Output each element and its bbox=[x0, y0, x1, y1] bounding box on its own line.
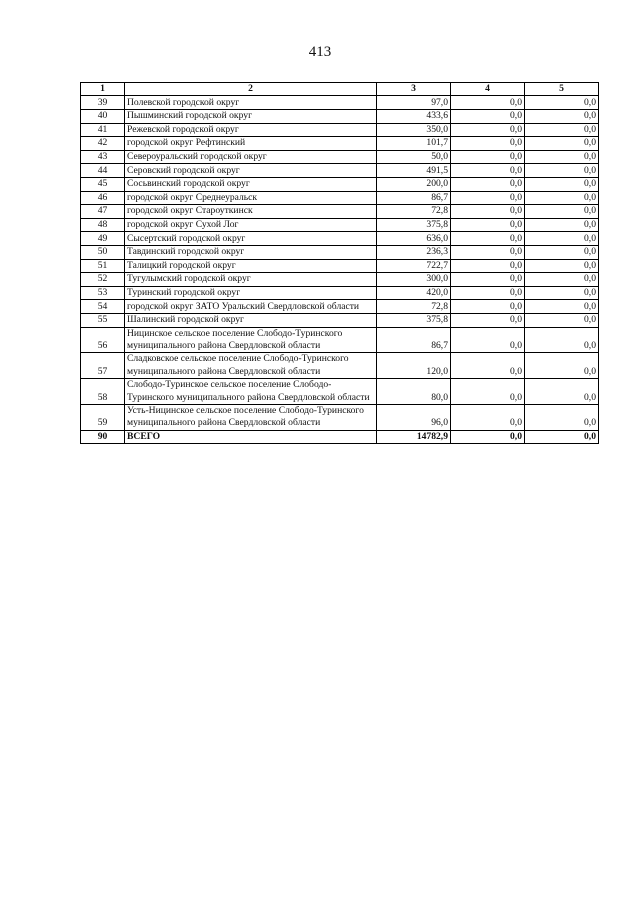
row-value-col5: 0,0 bbox=[525, 353, 599, 379]
row-value-col5: 0,0 bbox=[525, 191, 599, 205]
row-municipality-name: Талицкий городской округ bbox=[125, 259, 377, 273]
row-municipality-name: Усть-Ницинское сельское поселение Слободо-Туринского муниципального района Свердловской области bbox=[125, 404, 377, 430]
row-number: 52 bbox=[81, 273, 125, 287]
header-col-4: 4 bbox=[451, 83, 525, 96]
row-value-col5: 0,0 bbox=[525, 218, 599, 232]
row-municipality-name: городской округ Рефтинский bbox=[125, 137, 377, 151]
row-value-col5: 0,0 bbox=[525, 245, 599, 259]
row-value-col4: 0,0 bbox=[451, 150, 525, 164]
row-value-col4: 0,0 bbox=[451, 164, 525, 178]
table-row bbox=[81, 164, 599, 178]
table-row bbox=[81, 353, 599, 379]
row-value-col5: 0,0 bbox=[525, 273, 599, 287]
page-number: 413 bbox=[308, 44, 332, 60]
total-number: 90 bbox=[81, 430, 125, 444]
row-value-col3: 636,0 bbox=[377, 232, 451, 246]
row-value-col3: 120,0 bbox=[377, 353, 451, 379]
row-value-col4: 0,0 bbox=[451, 96, 525, 110]
row-value-col3: 97,0 bbox=[377, 96, 451, 110]
row-number: 42 bbox=[81, 137, 125, 151]
table-row bbox=[81, 191, 599, 205]
row-value-col5: 0,0 bbox=[525, 164, 599, 178]
table-row bbox=[81, 404, 599, 430]
table-row bbox=[81, 96, 599, 110]
row-value-col4: 0,0 bbox=[451, 177, 525, 191]
row-municipality-name: городской округ Среднеуральск bbox=[125, 191, 377, 205]
row-municipality-name: городской округ ЗАТО Уральский Свердловской области bbox=[125, 300, 377, 314]
row-number: 51 bbox=[81, 259, 125, 273]
row-municipality-name: Ницинское сельское поселение Слободо-Туринского муниципального района Свердловской области bbox=[125, 327, 377, 353]
row-value-col5: 0,0 bbox=[525, 110, 599, 124]
row-number: 45 bbox=[81, 177, 125, 191]
row-value-col3: 350,0 bbox=[377, 123, 451, 137]
row-value-col3: 72,8 bbox=[377, 205, 451, 219]
row-value-col5: 0,0 bbox=[525, 205, 599, 219]
row-value-col3: 491,5 bbox=[377, 164, 451, 178]
row-value-col3: 86,7 bbox=[377, 327, 451, 353]
row-value-col5: 0,0 bbox=[525, 313, 599, 327]
row-municipality-name: Североуральский городской округ bbox=[125, 150, 377, 164]
row-value-col4: 0,0 bbox=[451, 327, 525, 353]
row-number: 56 bbox=[81, 327, 125, 353]
table-row bbox=[81, 177, 599, 191]
total-label: ВСЕГО bbox=[125, 430, 377, 444]
row-municipality-name: Серовский городской округ bbox=[125, 164, 377, 178]
row-value-col4: 0,0 bbox=[451, 232, 525, 246]
table-row bbox=[81, 327, 599, 353]
row-value-col4: 0,0 bbox=[451, 205, 525, 219]
row-value-col3: 101,7 bbox=[377, 137, 451, 151]
row-municipality-name: Режевской городской округ bbox=[125, 123, 377, 137]
row-number: 53 bbox=[81, 286, 125, 300]
header-col-1: 1 bbox=[81, 83, 125, 96]
row-value-col3: 50,0 bbox=[377, 150, 451, 164]
row-value-col3: 375,8 bbox=[377, 218, 451, 232]
row-municipality-name: Тавдинский городской округ bbox=[125, 245, 377, 259]
row-municipality-name: Шалинский городской округ bbox=[125, 313, 377, 327]
row-value-col3: 300,0 bbox=[377, 273, 451, 287]
row-value-col3: 420,0 bbox=[377, 286, 451, 300]
row-value-col5: 0,0 bbox=[525, 259, 599, 273]
row-number: 48 bbox=[81, 218, 125, 232]
table-header-row bbox=[81, 83, 599, 96]
row-value-col4: 0,0 bbox=[451, 110, 525, 124]
row-number: 39 bbox=[81, 96, 125, 110]
table-row bbox=[81, 286, 599, 300]
header-col-5: 5 bbox=[525, 83, 599, 96]
row-value-col4: 0,0 bbox=[451, 273, 525, 287]
header-col-2: 2 bbox=[125, 83, 377, 96]
row-value-col3: 200,0 bbox=[377, 177, 451, 191]
row-value-col5: 0,0 bbox=[525, 379, 599, 405]
row-value-col3: 96,0 bbox=[377, 404, 451, 430]
row-value-col5: 0,0 bbox=[525, 123, 599, 137]
row-number: 44 bbox=[81, 164, 125, 178]
row-value-col4: 0,0 bbox=[451, 404, 525, 430]
row-value-col5: 0,0 bbox=[525, 286, 599, 300]
row-value-col5: 0,0 bbox=[525, 300, 599, 314]
row-number: 41 bbox=[81, 123, 125, 137]
table-row bbox=[81, 273, 599, 287]
row-municipality-name: Полевской городской округ bbox=[125, 96, 377, 110]
row-number: 46 bbox=[81, 191, 125, 205]
row-number: 58 bbox=[81, 379, 125, 405]
row-value-col5: 0,0 bbox=[525, 96, 599, 110]
table-row bbox=[81, 245, 599, 259]
table-row bbox=[81, 259, 599, 273]
row-municipality-name: городской округ Староуткинск bbox=[125, 205, 377, 219]
row-number: 50 bbox=[81, 245, 125, 259]
row-value-col3: 72,8 bbox=[377, 300, 451, 314]
row-municipality-name: Сысертский городской округ bbox=[125, 232, 377, 246]
total-row bbox=[81, 430, 599, 444]
row-value-col3: 375,8 bbox=[377, 313, 451, 327]
row-value-col3: 86,7 bbox=[377, 191, 451, 205]
row-value-col4: 0,0 bbox=[451, 300, 525, 314]
row-value-col5: 0,0 bbox=[525, 137, 599, 151]
table-row bbox=[81, 150, 599, 164]
table-row bbox=[81, 123, 599, 137]
row-number: 54 bbox=[81, 300, 125, 314]
total-value-col4: 0,0 bbox=[451, 430, 525, 444]
row-value-col4: 0,0 bbox=[451, 286, 525, 300]
row-municipality-name: Слободо-Туринское сельское поселение Слободо-Туринского муниципального района Свердловской области bbox=[125, 379, 377, 405]
row-number: 40 bbox=[81, 110, 125, 124]
total-value-col3: 14782,9 bbox=[377, 430, 451, 444]
row-municipality-name: Сладковское сельское поселение Слободо-Туринского муниципального района Свердловской области bbox=[125, 353, 377, 379]
row-number: 43 bbox=[81, 150, 125, 164]
row-value-col4: 0,0 bbox=[451, 259, 525, 273]
row-number: 47 bbox=[81, 205, 125, 219]
table-row bbox=[81, 205, 599, 219]
row-value-col4: 0,0 bbox=[451, 137, 525, 151]
table-row bbox=[81, 300, 599, 314]
row-value-col3: 236,3 bbox=[377, 245, 451, 259]
row-municipality-name: Тугулымский городской округ bbox=[125, 273, 377, 287]
row-number: 55 bbox=[81, 313, 125, 327]
data-table bbox=[80, 82, 599, 444]
table-row bbox=[81, 232, 599, 246]
row-value-col4: 0,0 bbox=[451, 379, 525, 405]
row-value-col4: 0,0 bbox=[451, 353, 525, 379]
row-value-col5: 0,0 bbox=[525, 327, 599, 353]
row-value-col5: 0,0 bbox=[525, 404, 599, 430]
header-col-3: 3 bbox=[377, 83, 451, 96]
row-value-col5: 0,0 bbox=[525, 232, 599, 246]
table-body bbox=[81, 96, 599, 444]
row-number: 59 bbox=[81, 404, 125, 430]
row-value-col4: 0,0 bbox=[451, 191, 525, 205]
table-row bbox=[81, 313, 599, 327]
table-row bbox=[81, 110, 599, 124]
table-row bbox=[81, 379, 599, 405]
row-value-col4: 0,0 bbox=[451, 313, 525, 327]
row-value-col5: 0,0 bbox=[525, 177, 599, 191]
row-value-col3: 433,6 bbox=[377, 110, 451, 124]
row-value-col3: 722,7 bbox=[377, 259, 451, 273]
row-number: 49 bbox=[81, 232, 125, 246]
row-municipality-name: городской округ Сухой Лог bbox=[125, 218, 377, 232]
row-municipality-name: Сосьвинский городской округ bbox=[125, 177, 377, 191]
table-row bbox=[81, 218, 599, 232]
row-value-col4: 0,0 bbox=[451, 245, 525, 259]
table-row bbox=[81, 137, 599, 151]
row-municipality-name: Туринский городской округ bbox=[125, 286, 377, 300]
row-value-col3: 80,0 bbox=[377, 379, 451, 405]
row-municipality-name: Пышминский городской округ bbox=[125, 110, 377, 124]
total-value-col5: 0,0 bbox=[525, 430, 599, 444]
row-value-col5: 0,0 bbox=[525, 150, 599, 164]
row-value-col4: 0,0 bbox=[451, 218, 525, 232]
row-value-col4: 0,0 bbox=[451, 123, 525, 137]
row-number: 57 bbox=[81, 353, 125, 379]
